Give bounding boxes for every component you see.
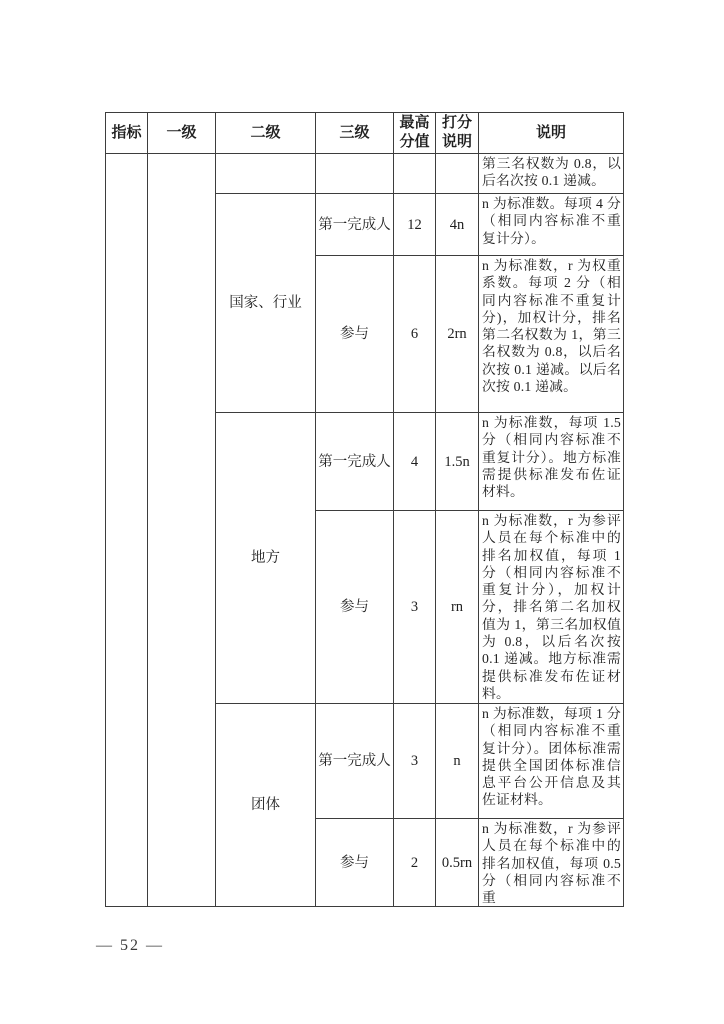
cell-level3: 第一完成人 bbox=[316, 704, 394, 819]
cell-description: n 为标准数，每项 1.5 分（相同内容标准不重复计分）。地方标准需提供标准发布佐证材料。 bbox=[479, 413, 624, 511]
col-header-indicator: 指标 bbox=[106, 113, 148, 154]
cell-scoring: n bbox=[436, 704, 479, 819]
cell-scoring: 2rn bbox=[436, 256, 479, 413]
cell-level3: 参与 bbox=[316, 819, 394, 907]
cell-level3: 第一完成人 bbox=[316, 413, 394, 511]
col-header-level2: 二级 bbox=[216, 113, 316, 154]
cell-scoring: 4n bbox=[436, 194, 479, 256]
cell-description: n 为标准数，每项 1 分（相同内容标准不重复计分）。团体标准需提供全国团体标准信息平台公开信息及其佐证材料。 bbox=[479, 704, 624, 819]
cell-description: n 为标准数，r 为参评人员在每个标准中的排名加权值，每项 1 分（相同内容标准不重复计分），加权计分，排名第二名加权值为 1，第三名加权值为 0.8，以后名次按 0.1 递减。地方标准需提供标准发布佐证材料。 bbox=[479, 511, 624, 704]
cell-indicator bbox=[106, 154, 148, 907]
cell-level3: 第一完成人 bbox=[316, 194, 394, 256]
cell-description: n 为标准数，r 为权重系数。每项 2 分（相同内容标准不重复计分)，加权计分，排名第二名权数为 1，第三名权数为 0.8，以后名次按 0.1 递减。以后名次按 0.1 递减。 bbox=[479, 256, 624, 413]
table-row bbox=[106, 154, 624, 194]
cell-level3 bbox=[316, 154, 394, 194]
cell-description: n 为标准数，r 为参评人员在每个标准中的排名加权值，每项 0.5 分（相同内容标准不重 bbox=[479, 819, 624, 907]
cell-max-score bbox=[394, 154, 436, 194]
scoring-criteria-table bbox=[105, 112, 624, 907]
cell-level2 bbox=[216, 154, 316, 194]
cell-scoring: 0.5rn bbox=[436, 819, 479, 907]
cell-scoring: 1.5n bbox=[436, 413, 479, 511]
col-header-scoring: 打分说明 bbox=[436, 113, 479, 154]
cell-level2-national-industry: 国家、行业 bbox=[216, 194, 316, 413]
col-header-max-score: 最高分值 bbox=[394, 113, 436, 154]
cell-level2-group: 团体 bbox=[216, 704, 316, 907]
cell-scoring: rn bbox=[436, 511, 479, 704]
cell-max-score: 2 bbox=[394, 819, 436, 907]
col-header-description: 说明 bbox=[479, 113, 624, 154]
cell-description: 第三名权数为 0.8，以后名次按 0.1 递减。 bbox=[479, 154, 624, 194]
col-header-level1: 一级 bbox=[148, 113, 216, 154]
col-header-level3: 三级 bbox=[316, 113, 394, 154]
cell-max-score: 12 bbox=[394, 194, 436, 256]
cell-scoring bbox=[436, 154, 479, 194]
cell-max-score: 3 bbox=[394, 704, 436, 819]
cell-level3: 参与 bbox=[316, 511, 394, 704]
cell-max-score: 3 bbox=[394, 511, 436, 704]
cell-max-score: 6 bbox=[394, 256, 436, 413]
cell-level1 bbox=[148, 154, 216, 907]
cell-description: n 为标准数。每项 4 分（相同内容标准不重复计分）。 bbox=[479, 194, 624, 256]
cell-level2-local: 地方 bbox=[216, 413, 316, 704]
table-header-row bbox=[106, 113, 624, 154]
cell-max-score: 4 bbox=[394, 413, 436, 511]
cell-level3: 参与 bbox=[316, 256, 394, 413]
page-number: — 52 — bbox=[96, 937, 164, 954]
